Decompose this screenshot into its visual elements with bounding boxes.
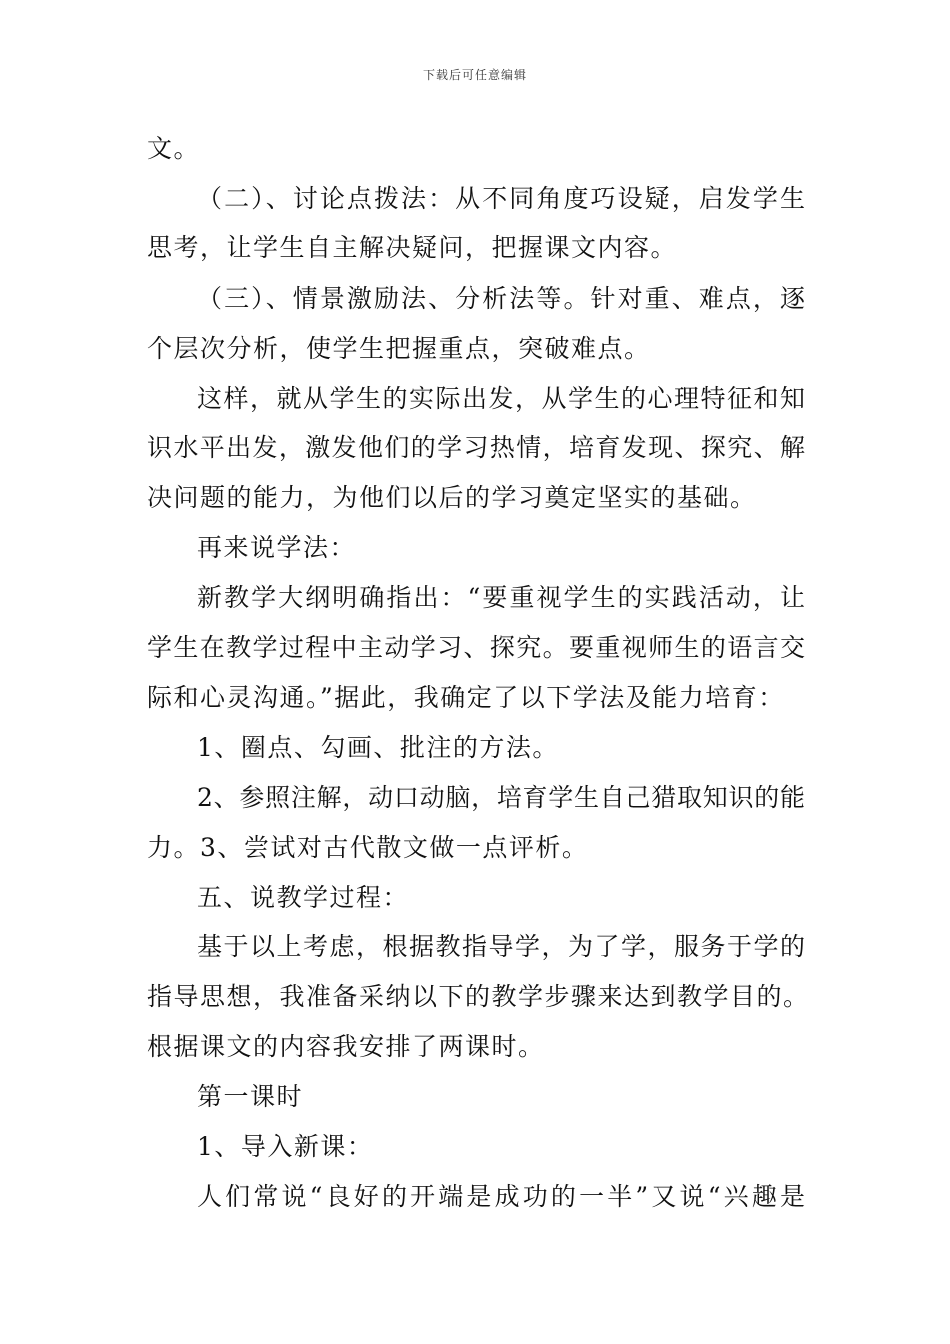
text-line: 文。 (147, 134, 201, 163)
text-line: 力。3、尝试对古代散文做一点评析。 (147, 833, 589, 862)
text-line: 个层次分析，使学生把握重点，突破难点。 (147, 334, 651, 363)
page-header: 下载后可任意编辑 (422, 68, 527, 82)
text-line: 五、说教学过程： (197, 883, 410, 912)
text-line: 指导思想，我准备采纳以下的教学步骤来达到教学目的。 (147, 982, 810, 1011)
text-line: 决问题的能力，为他们以后的学习奠定坚实的基础。 (147, 483, 757, 512)
text-line: 学生在教学过程中主动学习、探究。要重视师生的语言交 (147, 633, 805, 662)
text-line: 再来说学法： (197, 533, 357, 562)
text-line: 识水平出发，激发他们的学习热情，培育发现、探究、解 (147, 433, 805, 462)
text-line: 思考，让学生自主解决疑问，把握课文内容。 (147, 233, 678, 262)
text-line: 1、圈点、勾画、批注的方法。 (197, 733, 559, 762)
text-line: 根据课文的内容我安排了两课时。 (147, 1032, 545, 1061)
text-line: （三）、情景激励法、分析法等。针对重、难点，逐 (197, 284, 805, 313)
text-line: 人们常说“良好的开端是成功的一半”又说“兴趣是 (197, 1182, 805, 1211)
text-line: （二）、讨论点拨法：从不同角度巧设疑，启发学生 (197, 184, 805, 213)
text-line: 际和心灵沟通。”据此，我确定了以下学法及能力培育： (147, 683, 785, 712)
text-line: 新教学大纲明确指出：“要重视学生的实践活动，让 (197, 583, 805, 612)
text-line: 2、参照注解，动口动脑，培育学生自己猎取知识的能 (197, 783, 805, 812)
text-line: 1、导入新课： (197, 1132, 374, 1161)
text-line: 基于以上考虑，根据教指导学，为了学，服务于学的 (197, 932, 805, 961)
text-line: 第一课时 (197, 1082, 304, 1111)
text-line: 这样，就从学生的实际出发，从学生的心理特征和知 (197, 384, 805, 413)
